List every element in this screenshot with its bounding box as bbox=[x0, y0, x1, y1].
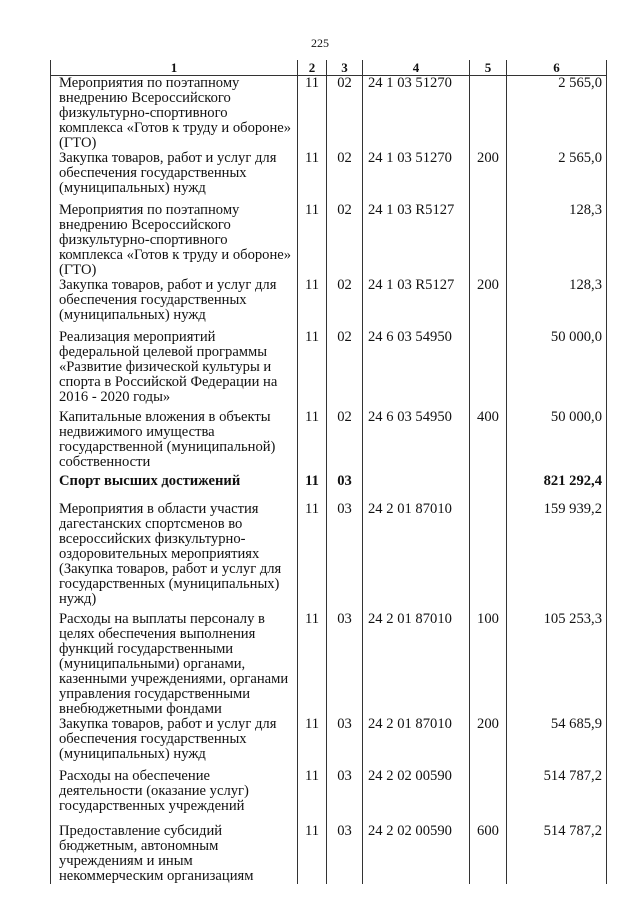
row-expense-type bbox=[470, 769, 507, 824]
row-section: 11 bbox=[298, 410, 327, 474]
row-subsection: 02 bbox=[327, 278, 363, 330]
row-subsection: 02 bbox=[327, 151, 363, 203]
row-subsection: 02 bbox=[327, 330, 363, 410]
row-target-article: 24 6 03 54950 bbox=[363, 410, 470, 474]
row-target-article: 24 2 01 87010 bbox=[363, 717, 470, 769]
row-subsection: 03 bbox=[327, 474, 363, 502]
row-name: Капитальные вложения в объекты недвижимого имущества государственной (муниципальной) собственности bbox=[51, 410, 298, 474]
row-amount: 50 000,0 bbox=[507, 330, 607, 410]
row-subsection: 02 bbox=[327, 203, 363, 278]
row-section: 11 bbox=[298, 278, 327, 330]
header-col-3: 3 bbox=[327, 60, 363, 76]
row-subsection: 03 bbox=[327, 612, 363, 717]
header-col-5: 5 bbox=[470, 60, 507, 76]
row-expense-type bbox=[470, 203, 507, 278]
row-expense-type bbox=[470, 76, 507, 152]
row-name: Мероприятия по поэтапному внедрению Всероссийского физкультурно-спортивного комплекса «Готов к труду и обороне» (ГТО) bbox=[51, 203, 298, 278]
row-name: Закупка товаров, работ и услуг для обеспечения государственных (муниципальных) нужд bbox=[51, 717, 298, 769]
row-expense-type: 100 bbox=[470, 612, 507, 717]
row-section: 11 bbox=[298, 330, 327, 410]
row-name: Мероприятия в области участия дагестанских спортсменов во всероссийских физкультурно-оздоровительных мероприятиях (Закупка товаров, работ и услуг для государственных (муниципальных) нужд) bbox=[51, 502, 298, 612]
table-row bbox=[51, 151, 607, 203]
row-name: Мероприятия по поэтапному внедрению Всероссийского физкультурно-спортивного комплекса «Готов к труду и обороне» (ГТО) bbox=[51, 76, 298, 152]
header-row bbox=[51, 60, 607, 76]
row-amount: 159 939,2 bbox=[507, 502, 607, 612]
row-target-article: 24 1 03 R5127 bbox=[363, 278, 470, 330]
row-section: 11 bbox=[298, 612, 327, 717]
table-row bbox=[51, 474, 607, 502]
row-amount: 514 787,2 bbox=[507, 769, 607, 824]
row-target-article: 24 6 03 54950 bbox=[363, 330, 470, 410]
row-expense-type: 600 bbox=[470, 824, 507, 884]
header-col-6: 6 bbox=[507, 60, 607, 76]
header-col-4: 4 bbox=[363, 60, 470, 76]
row-target-article: 24 2 02 00590 bbox=[363, 769, 470, 824]
row-name: Реализация мероприятий федеральной целевой программы «Развитие физической культуры и спорта в Российской Федерации на 2016 - 2020 годы» bbox=[51, 330, 298, 410]
row-expense-type: 400 bbox=[470, 410, 507, 474]
table-row bbox=[51, 76, 607, 152]
budget-table bbox=[50, 60, 607, 884]
row-amount: 128,3 bbox=[507, 203, 607, 278]
row-expense-type: 200 bbox=[470, 151, 507, 203]
row-name: Предоставление субсидий бюджетным, автономным учреждениям и иным некоммерческим организациям bbox=[51, 824, 298, 884]
table-row bbox=[51, 203, 607, 278]
row-amount: 821 292,4 bbox=[507, 474, 607, 502]
row-name: Спорт высших достижений bbox=[51, 474, 298, 502]
row-name: Расходы на выплаты персоналу в целях обеспечения выполнения функций государственными (муниципальными) органами, казенными учреждениями, органами управления государственными внебюджетными фондами bbox=[51, 612, 298, 717]
row-amount: 54 685,9 bbox=[507, 717, 607, 769]
table-row bbox=[51, 410, 607, 474]
row-section: 11 bbox=[298, 717, 327, 769]
page-number: 225 bbox=[311, 36, 329, 50]
table-row bbox=[51, 278, 607, 330]
row-target-article: 24 2 02 00590 bbox=[363, 824, 470, 884]
table-body bbox=[51, 76, 607, 885]
table-row bbox=[51, 769, 607, 824]
row-expense-type bbox=[470, 474, 507, 502]
row-expense-type bbox=[470, 330, 507, 410]
row-subsection: 03 bbox=[327, 824, 363, 884]
row-subsection: 02 bbox=[327, 76, 363, 152]
row-name: Закупка товаров, работ и услуг для обеспечения государственных (муниципальных) нужд bbox=[51, 278, 298, 330]
header-col-1: 1 bbox=[51, 60, 298, 76]
table-header bbox=[51, 60, 607, 76]
row-section: 11 bbox=[298, 474, 327, 502]
row-section: 11 bbox=[298, 151, 327, 203]
header-col-2: 2 bbox=[298, 60, 327, 76]
row-target-article: 24 1 03 51270 bbox=[363, 76, 470, 152]
row-target-article: 24 1 03 51270 bbox=[363, 151, 470, 203]
row-expense-type bbox=[470, 502, 507, 612]
row-amount: 105 253,3 bbox=[507, 612, 607, 717]
row-name: Закупка товаров, работ и услуг для обеспечения государственных (муниципальных) нужд bbox=[51, 151, 298, 203]
row-amount: 514 787,2 bbox=[507, 824, 607, 884]
row-target-article: 24 2 01 87010 bbox=[363, 612, 470, 717]
table-row bbox=[51, 502, 607, 612]
row-amount: 2 565,0 bbox=[507, 76, 607, 152]
row-expense-type: 200 bbox=[470, 278, 507, 330]
row-amount: 128,3 bbox=[507, 278, 607, 330]
row-target-article: 24 1 03 R5127 bbox=[363, 203, 470, 278]
row-section: 11 bbox=[298, 502, 327, 612]
row-section: 11 bbox=[298, 76, 327, 152]
row-section: 11 bbox=[298, 824, 327, 884]
row-amount: 2 565,0 bbox=[507, 151, 607, 203]
table-row bbox=[51, 330, 607, 410]
row-target-article bbox=[363, 474, 470, 502]
row-subsection: 03 bbox=[327, 769, 363, 824]
table-row bbox=[51, 824, 607, 884]
row-expense-type: 200 bbox=[470, 717, 507, 769]
table-row bbox=[51, 717, 607, 769]
row-section: 11 bbox=[298, 203, 327, 278]
table-row bbox=[51, 612, 607, 717]
row-subsection: 02 bbox=[327, 410, 363, 474]
row-section: 11 bbox=[298, 769, 327, 824]
row-amount: 50 000,0 bbox=[507, 410, 607, 474]
row-name: Расходы на обеспечение деятельности (оказание услуг) государственных учреждений bbox=[51, 769, 298, 824]
row-target-article: 24 2 01 87010 bbox=[363, 502, 470, 612]
row-subsection: 03 bbox=[327, 717, 363, 769]
row-subsection: 03 bbox=[327, 502, 363, 612]
